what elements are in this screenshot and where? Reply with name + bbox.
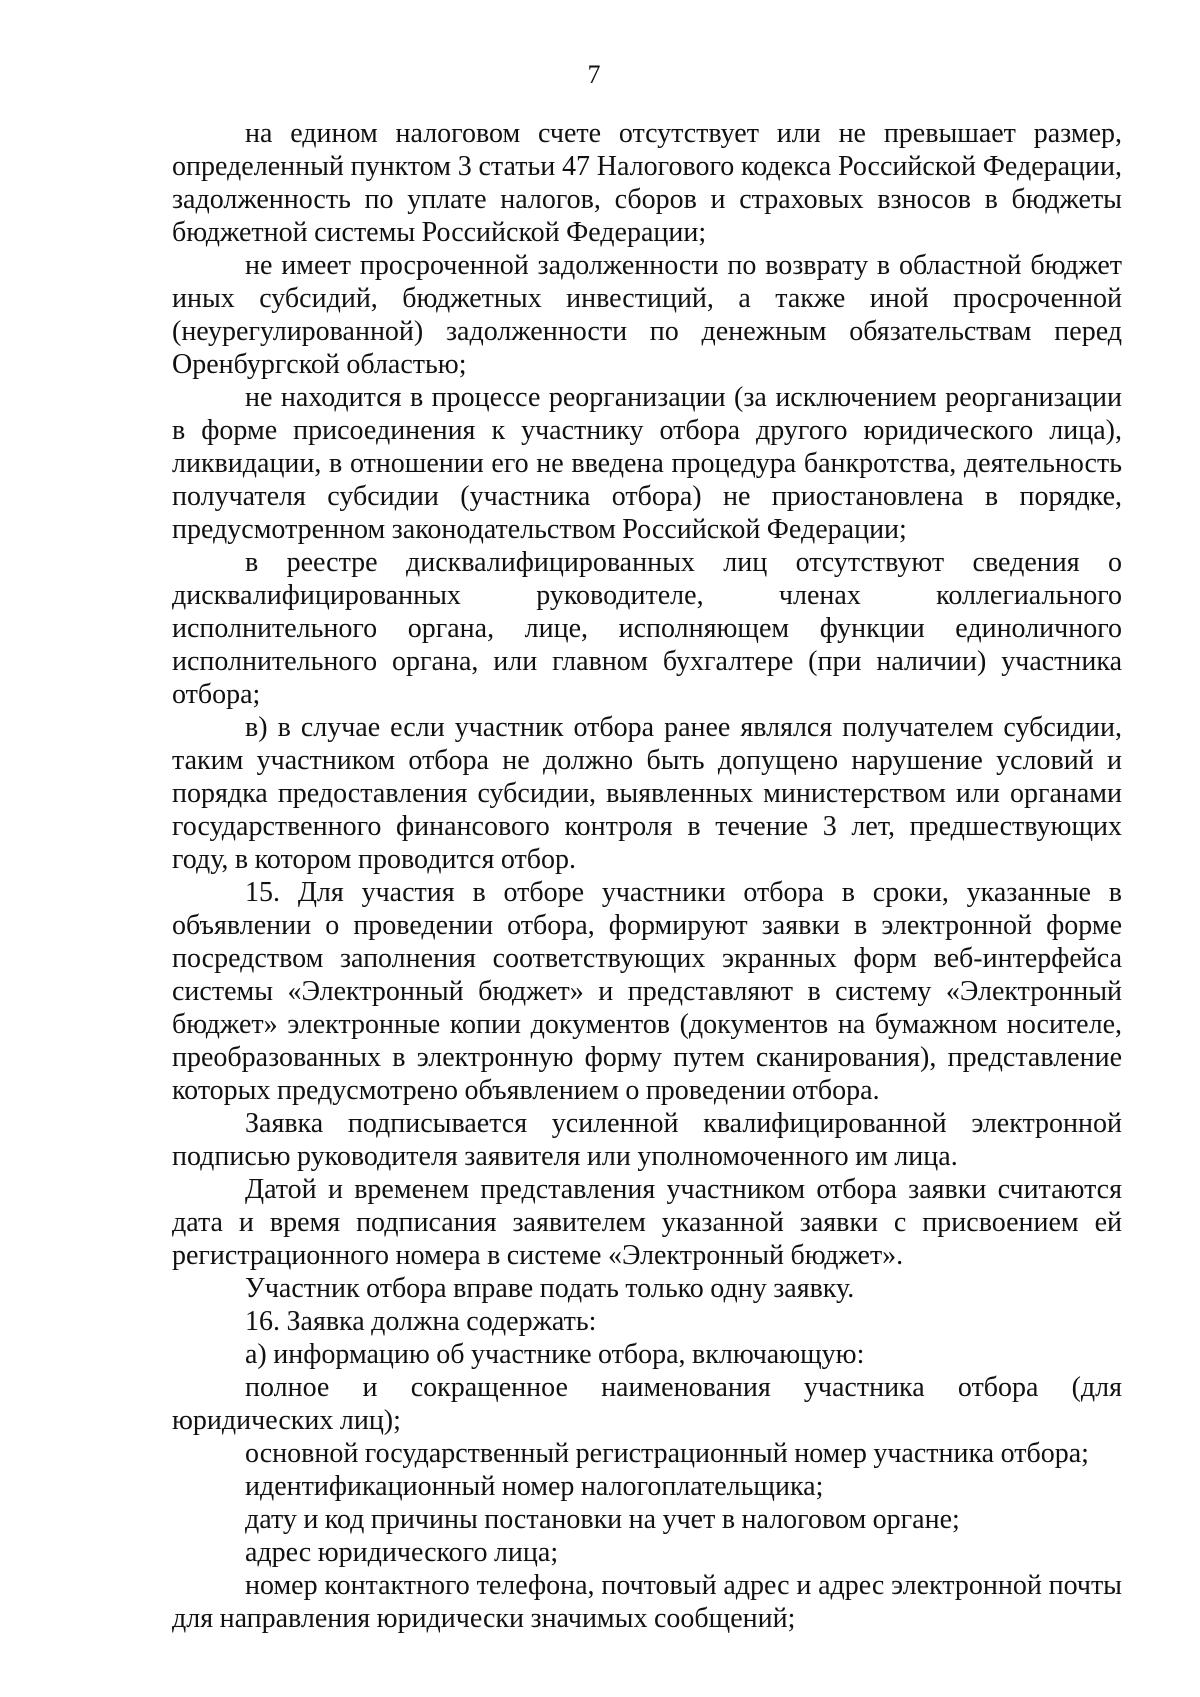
paragraph: Датой и временем представления участником отбора заявки считаются дата и время подписания заявителем указанной заявки с присвоением ей регистрационного номера в системе «Электронный бюджет». xyxy=(172,1174,1122,1271)
paragraph: не находится в процессе реорганизации (за исключением реорганизации в форме присоединения к участнику отбора другого юридического лица), ликвидации, в отношении его не введена процедура банкротства, деятельность получателя субсидии (участника отбора) не приостановлена в порядке, предусмотренном законодательством Российской Федерации; xyxy=(172,382,1122,545)
paragraph: идентификационный номер налогоплательщика; xyxy=(245,1471,824,1502)
paragraph: Участник отбора вправе подать только одну заявку. xyxy=(245,1273,855,1304)
paragraph: номер контактного телефона, почтовый адрес и адрес электронной почты для направления юридически значимых сообщений; xyxy=(172,1570,1122,1634)
paragraph: основной государственный регистрационный номер участника отбора; xyxy=(245,1438,1089,1469)
paragraph: 16. Заявка должна содержать: xyxy=(245,1306,597,1337)
paragraph: на едином налоговом счете отсутствует или не превышает размер, определенный пунктом 3 статьи 47 Налогового кодекса Российской Федерации, задолженность по уплате налогов, сборов и страховых взносов в бюджеты бюджетной системы Российской Федерации; xyxy=(172,118,1122,248)
paragraph: Заявка подписывается усиленной квалифицированной электронной подписью руководителя заявителя или уполномоченного им лица. xyxy=(172,1108,1122,1172)
paragraph: не имеет просроченной задолженности по возврату в областной бюджет иных субсидий, бюджетных инвестиций, а также иной просроченной (неурегулированной) задолженности по денежным обязательствам перед Оренбургской областью; xyxy=(172,250,1122,380)
paragraph: 15. Для участия в отборе участники отбора в сроки, указанные в объявлении о проведении отбора, формируют заявки в электронной форме посредством заполнения соответствующих экранных форм веб-интерфейса системы «Электронный бюджет» и представляют в систему «Электронный бюджет» электронные копии документов (документов на бумажном носителе, преобразованных в электронную форму путем сканирования), представление которых предусмотрено объявлением о проведении отбора. xyxy=(172,877,1122,1106)
paragraph: полное и сокращенное наименования участника отбора (для юридических лиц); xyxy=(172,1372,1122,1436)
page-number: 7 xyxy=(587,60,601,89)
document-body xyxy=(172,117,1122,1635)
paragraph: дату и код причины постановки на учет в налоговом органе; xyxy=(245,1504,960,1535)
paragraph: в) в случае если участник отбора ранее являлся получателем субсидии, таким участником отбора не должно быть допущено нарушение условий и порядка предоставления субсидии, выявленных министерством или органами государственного финансового контроля в течение 3 лет, предшествующих году, в котором проводится отбор. xyxy=(172,712,1122,875)
paragraph: а) информацию об участнике отбора, включающую: xyxy=(245,1339,865,1370)
paragraph: в реестре дисквалифицированных лиц отсутствуют сведения о дисквалифицированных руководителе, членах коллегиального исполнительного органа, лице, исполняющем функции единоличного исполнительного органа, или главном бухгалтере (при наличии) участника отбора; xyxy=(172,547,1122,710)
paragraph: адрес юридического лица; xyxy=(245,1537,559,1568)
